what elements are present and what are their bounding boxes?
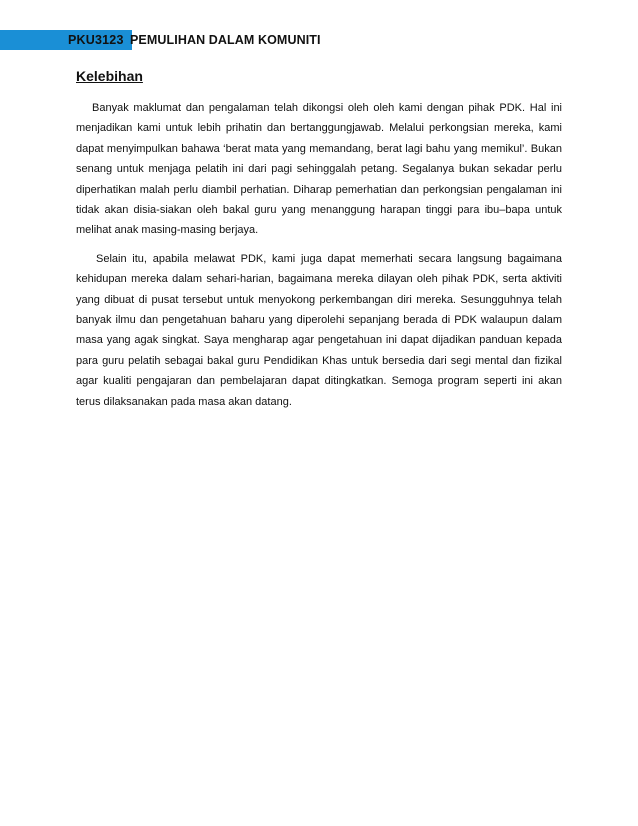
page-header [0,30,638,50]
section-heading: Kelebihan [76,68,143,84]
paragraph-advantages-1: Banyak maklumat dan pengalaman telah dikongsi oleh oleh kami dengan pihak PDK. Hal ini menjadikan kami untuk lebih prihatin dan bertanggungjawab. Melalui perkongsian mereka, kami dapat menyimpulkan bahawa ‘berat mata yang memandang, berat lagi bahu yang memikul’. Bukan senang untuk menjaga pelatih ini dari pagi sehinggalah petang. Segalanya bukan sekadar perlu diperhatikan malah perlu diambil perhatian. Diharap pemerhatian dan perkongsian pengalaman ini tidak akan disia-siakan oleh bakal guru yang menanggung harapan tinggi para ibu–bapa untuk melihat anak masing-masing berjaya. [76,102,562,237]
course-title: PEMULIHAN DALAM KOMUNITI [130,33,321,47]
document-body [76,66,562,420]
course-code-badge: PKU3123 [38,30,132,50]
paragraph-advantages-2: Selain itu, apabila melawat PDK, kami juga dapat memerhati secara langsung bagaimana kehidupan mereka dalam sehari-harian, bagaimana mereka dilayan oleh pihak PDK, serta aktiviti yang dibuat di pusat tersebut untuk menyokong perkembangan diri mereka. Sesungguhnya telah banyak ilmu dan pengetahuan baharu yang diperolehi sepanjang berada di PDK walaupun dalam masa yang agak singkat. Saya mengharap agar pengetahuan ini dapat dijadikan panduan kepada para guru pelatih sebagai bakal guru Pendidikan Khas untuk bersedia dari segi mental dan fizikal agar kualiti pengajaran dan pembelajaran dapat ditingkatkan. Semoga program seperti ini akan terus dilaksanakan pada masa akan datang. [76,252,562,408]
